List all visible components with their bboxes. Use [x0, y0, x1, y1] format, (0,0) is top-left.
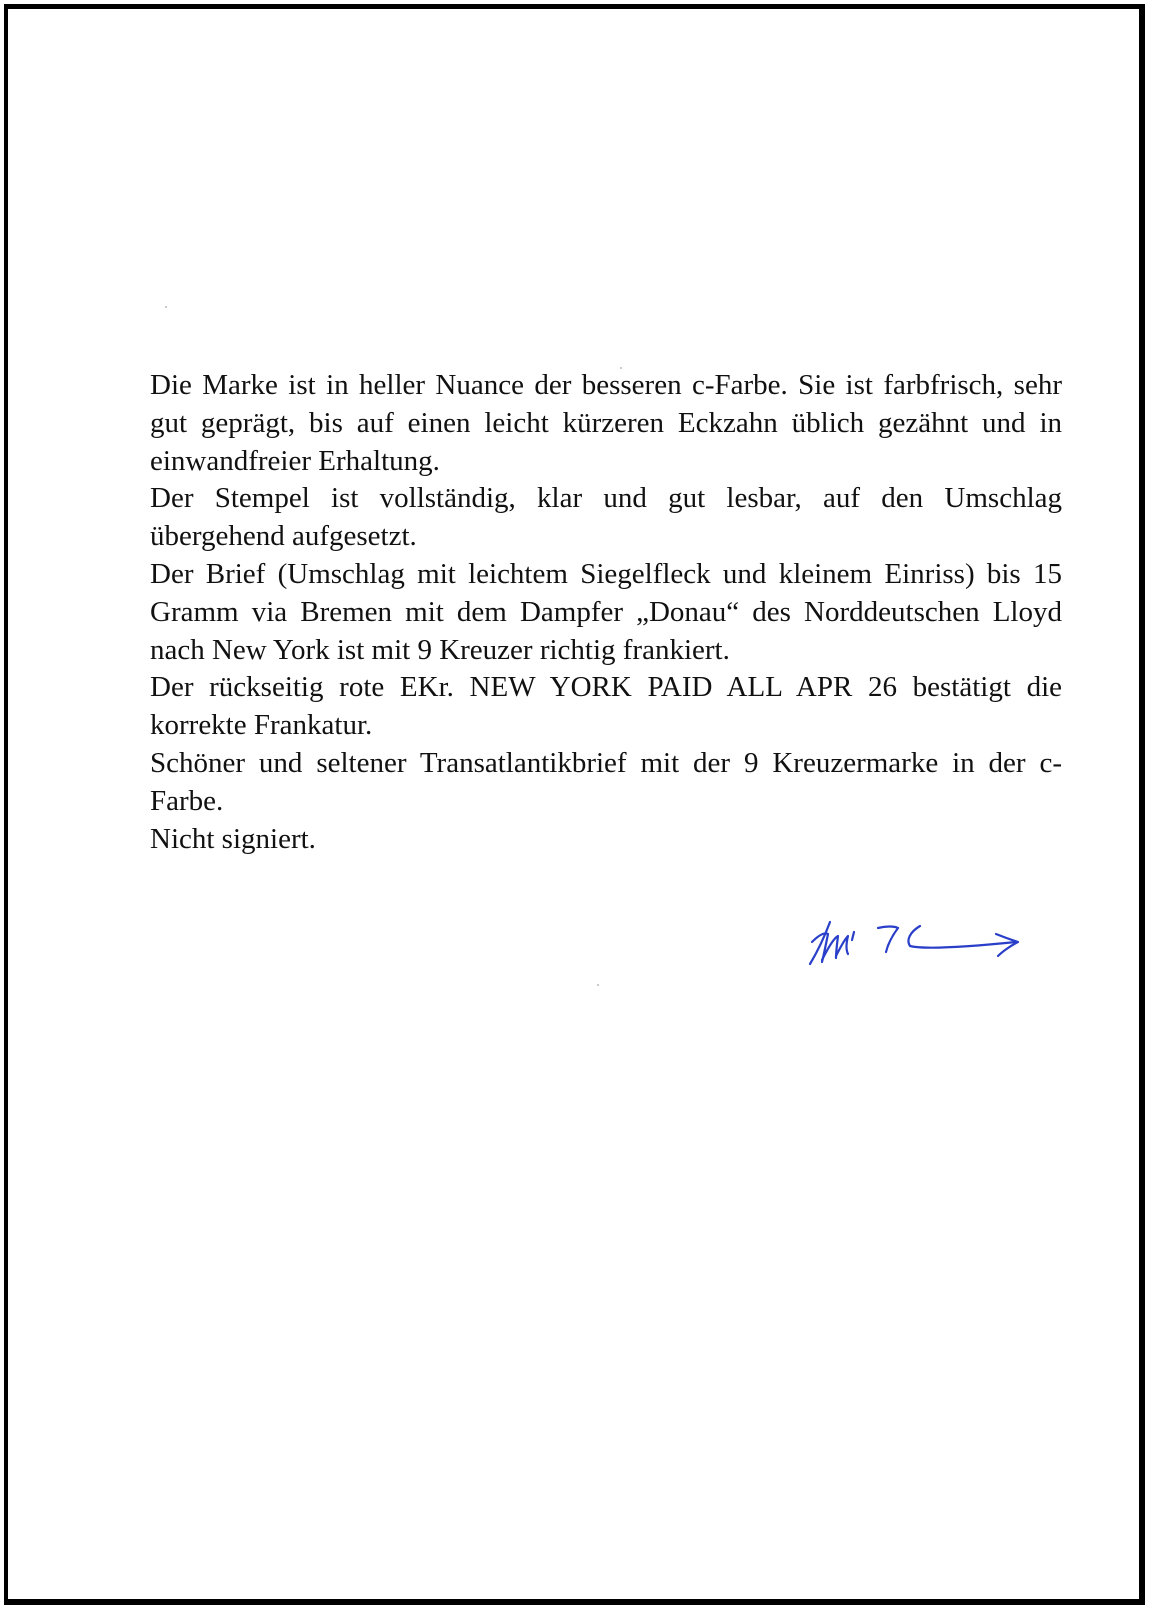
paragraph-postmark: Der Stempel ist vollständig, klar und gut lesbar, auf den Umschlag übergehend aufgesetzt. — [150, 482, 1062, 553]
paper-speck — [165, 306, 167, 308]
paper-speck — [597, 984, 599, 986]
paper-speck — [620, 367, 622, 369]
paragraph-letter-route: Der Brief (Umschlag mit leichtem Siegelfleck und kleinem Einriss) bis 15 Gramm via Bremen mit dem Dampfer „Donau“ des Norddeutschen Lloyd nach New York ist mit 9 Kreuzer richtig frankiert. — [150, 557, 1062, 666]
paragraph-not-signed: Nicht signiert. — [150, 822, 316, 855]
paragraph-summary: Schöner und seltener Transatlantikbrief mit der 9 Kreuzermarke in der c-Farbe. — [150, 746, 1062, 817]
paragraph-backstamp: Der rückseitig rote EKr. NEW YORK PAID ALL APR 26 bestätigt die korrekte Frankatur. — [150, 671, 1062, 742]
document-page — [4, 4, 1145, 1605]
handwritten-signature — [806, 914, 1046, 974]
expertise-text — [150, 367, 1062, 858]
paragraph-stamp-description: Die Marke ist in heller Nuance der besseren c-Farbe. Sie ist farbfrisch, sehr gut geprägt, bis auf einen leicht kürzeren Eckzahn üblich gezähnt und in einwandfreier Erhaltung. — [150, 369, 1062, 477]
